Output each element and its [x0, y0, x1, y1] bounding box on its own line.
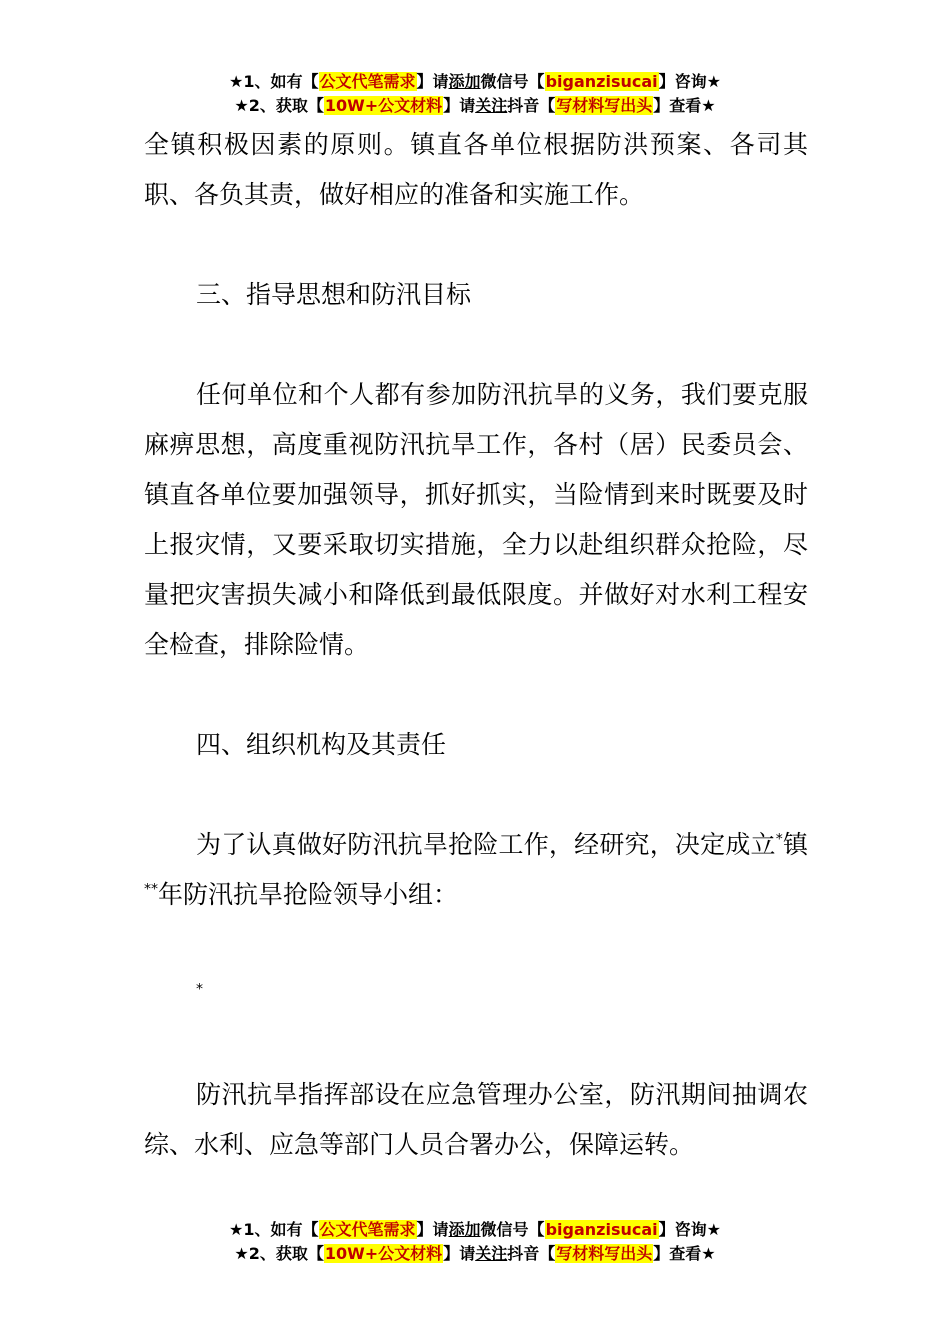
banner-text: 】请 — [443, 96, 476, 115]
blank-line — [144, 670, 808, 720]
banner-line-2 — [0, 1242, 950, 1266]
banner-text: 微信号【 — [480, 1220, 545, 1239]
banner-highlight: 写材料写出头 — [556, 1244, 653, 1263]
banner-highlight: 10W+公文材料 — [324, 96, 443, 115]
blank-line — [144, 320, 808, 370]
banner-text: ★1、如有【 — [229, 72, 319, 91]
placeholder-mark: ** — [144, 881, 158, 898]
banner-text: ★2、获取【 — [234, 1244, 324, 1263]
paragraph — [144, 970, 808, 1020]
banner-line-1 — [0, 1218, 950, 1242]
header-banner — [0, 70, 950, 118]
banner-underline: 关注 — [475, 96, 508, 115]
banner-highlight: 公文代笔需求 — [319, 72, 416, 91]
banner-highlight: 10W+公文材料 — [324, 1244, 443, 1263]
paragraph-text: 为了认真做好防汛抗旱抢险工作，经研究，决定成立 — [196, 830, 776, 859]
document-body — [144, 120, 808, 1170]
banner-underline: 关注 — [475, 1244, 508, 1263]
paragraph-text: 年防汛抗旱抢险领导小组： — [158, 880, 459, 909]
section-heading-3: 三、指导思想和防汛目标 — [196, 280, 472, 309]
blank-line — [144, 220, 808, 270]
banner-highlight: biganzisucai — [545, 1220, 658, 1239]
paragraph-text: 镇 — [782, 830, 808, 859]
footer-banner — [0, 1218, 950, 1266]
blank-line — [144, 770, 808, 820]
banner-text: 抖音【 — [507, 1244, 556, 1263]
banner-highlight: 写材料写出头 — [556, 96, 653, 115]
banner-text: ★2、获取【 — [234, 96, 324, 115]
banner-line-1 — [0, 70, 950, 94]
blank-line — [144, 1020, 808, 1070]
blank-line — [144, 920, 808, 970]
banner-text: 】请 — [416, 1220, 449, 1239]
banner-text: 】咨询★ — [658, 1220, 721, 1239]
banner-text: ★1、如有【 — [229, 1220, 319, 1239]
banner-text: 】查看★ — [653, 96, 716, 115]
banner-highlight: biganzisucai — [545, 72, 658, 91]
section-heading-4: 四、组织机构及其责任 — [196, 730, 447, 759]
paragraph — [144, 820, 808, 920]
placeholder-mark: * — [196, 981, 203, 998]
paragraph: 全镇积极因素的原则。镇直各单位根据防洪预案、各司其职、各负其责，做好相应的准备和实施工作。 — [144, 130, 808, 209]
placeholder-mark: * — [775, 831, 783, 848]
banner-line-2 — [0, 94, 950, 118]
banner-highlight: 公文代笔需求 — [319, 1220, 416, 1239]
paragraph: 防汛抗旱指挥部设在应急管理办公室，防汛期间抽调农综、水利、应急等部门人员合署办公，保障运转。 — [144, 1080, 808, 1159]
banner-underline: 添加 — [448, 72, 481, 91]
banner-underline: 添加 — [448, 1220, 481, 1239]
banner-text: 微信号【 — [480, 72, 545, 91]
paragraph: 任何单位和个人都有参加防汛抗旱的义务，我们要克服麻痹思想，高度重视防汛抗旱工作，各村（居）民委员会、镇直各单位要加强领导，抓好抓实，当险情到来时既要及时上报灾情，又要采取切实措施，全力以赴组织群众抢险，尽量把灾害损失减小和降低到最低限度。并做好对水利工程安全检查，排除险情。 — [144, 380, 808, 659]
banner-text: 抖音【 — [507, 96, 556, 115]
banner-text: 】请 — [416, 72, 449, 91]
banner-text: 】咨询★ — [658, 72, 721, 91]
banner-text: 】请 — [443, 1244, 476, 1263]
banner-text: 】查看★ — [653, 1244, 716, 1263]
